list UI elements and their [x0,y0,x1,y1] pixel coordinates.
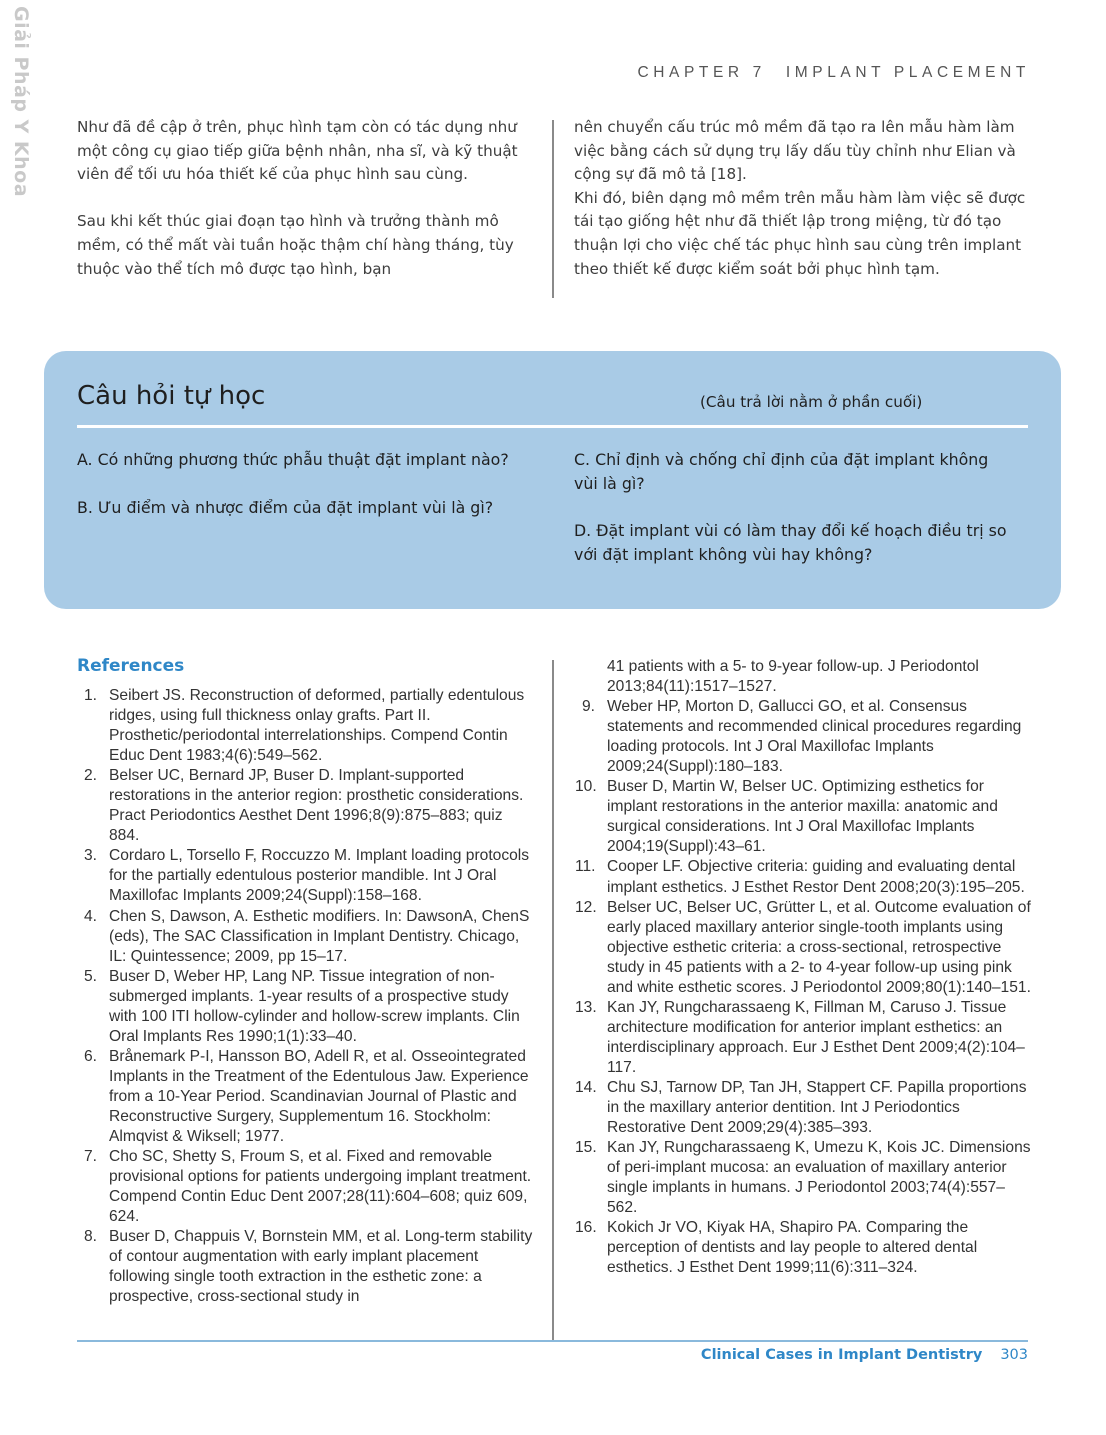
column-divider [552,660,554,1340]
reference-number: 6. [83,1047,97,1065]
reference-item [575,1218,1031,1278]
reference-text: Belser UC, Bernard JP, Buser D. Implant-supported restorations in the anterior region: prosthetic considerations. Pract Periodontics Aesthet Dent 1996;8(9):875–883; quiz 884. [109,767,524,845]
reference-item [77,846,533,906]
reference-text: Cordaro L, Torsello F, Roccuzzo M. Implant loading protocols for the partially edentulous posterior mandible. Int J Oral Maxillofac Implants 2009;24(Suppl):158–168. [109,847,530,905]
question-a: A. Có những phương thức phẫu thuật đặt implant nào? [77,450,509,469]
intro-paragraph: Như đã đề cập ở trên, phục hình tạm còn có tác dụng như một công cụ giao tiếp giữa bệnh nhân, nha sĩ, và kỹ thuật viên để tối ưu hóa thiết kế của phục hình sau cùng. [77,118,518,184]
reference-number: 13. [575,998,597,1016]
intro-paragraph: nên chuyển cấu trúc mô mềm đã tạo ra lên mẫu hàm làm việc bằng cách sử dụng trụ lấy dấu tùy chỉnh như Elian và cộng sự đã mô tả [18]. [574,118,1016,184]
reference-number: 3. [83,847,97,865]
reference-text: Buser D, Chappuis V, Bornstein MM, et al. Long-term stability of contour augmentation with early implant placement following single tooth extraction in the esthetic zone: a prospective, cross-sectional study in [109,1228,533,1306]
reference-text: Buser D, Martin W, Belser UC. Optimizing esthetics for implant restorations in the anterior maxilla: anatomic and surgical considerations. Int J Oral Maxillofac Implants 2004;19(Suppl):43–61. [607,778,998,856]
reference-item [77,1147,533,1227]
reference-text: Chu SJ, Tarnow DP, Tan JH, Stappert CF. Papilla proportions in the maxillary anterior dentition. Int J Periodontics Restorative Dent 2009;29(4):385–393. [607,1078,1027,1137]
reference-number: 2. [83,767,97,785]
reference-item [575,697,1031,777]
footer-rule [77,1340,1028,1342]
references-left-column [77,686,533,1307]
reference-text: Kan JY, Rungcharassaeng K, Fillman M, Caruso J. Tissue architecture modification for anterior implant esthetics: an interdisciplinary approach. Eur J Esthet Dent 2009;4(2):104–117. [607,998,1025,1076]
reference-item [575,777,1031,857]
reference-text: Kan JY, Rungcharassaeng K, Umezu K, Kois JC. Dimensions of peri-implant mucosa: an evaluation of maxillary anterior single implants in humans. J Periodontol 2003;74(4):557–562. [607,1139,1031,1217]
reference-text: Belser UC, Belser UC, Grütter L, et al. Outcome evaluation of early placed maxillary anterior single-tooth implants using objective esthetic criteria: a cross-sectional, retrospective study in 45 patients with a 2- to 4-year follow-up using pink and white esthetic scores. J Periodontol 2009;80(1):140–151. [607,898,1031,996]
intro-paragraph: Khi đó, biên dạng mô mềm trên mẫu hàm làm việc sẽ được tái tạo giống hệt như đã thiết lập trong miệng, từ đó tạo thuận lợi cho việc chế tác phục hình sau cùng trên implant theo thiết kế được kiểm soát bởi phục hình tạm. [574,188,1026,278]
reference-item [575,898,1031,998]
question-b: B. Ưu điểm và nhược điểm của đặt implant vùi là gì? [77,498,494,517]
reference-text: Brånemark P-I, Hansson BO, Adell R, et al. Osseointegrated Implants in the Treatment of the Edentulous Jaw. Experience from a 10-Year Period. Scandinavian Journal of Plastic and Reconstructive Surgery, Supplementum 16. Stockholm: Almqvist & Wiksell; 1977. [109,1047,529,1146]
reference-item [77,766,533,846]
reference-text: Cooper LF. Objective criteria: guiding and evaluating dental implant esthetics. J Esthet Restor Dent 2008;20(3):195–205. [607,858,1025,896]
footer [701,1347,1028,1363]
reference-item-continued [575,657,1031,697]
reference-number: 12. [575,898,597,916]
reference-number: 8. [83,1228,97,1246]
chapter-label: CHAPTER 7 [637,64,766,81]
reference-number: 14. [575,1078,597,1096]
column-divider [552,120,554,298]
reference-text: Cho SC, Shetty S, Froum S, et al. Fixed and removable provisional options for patients undergoing implant treatment. Compend Contin Educ Dent 2007;28(11):604–608; quiz 609, 624. [109,1148,532,1226]
reference-text: Chen S, Dawson, A. Esthetic modifiers. In: DawsonA, ChenS (eds), The SAC Classification in Implant Dentistry. Chicago, IL: Quintessence; 2009, pp 15–17. [109,907,530,965]
self-study-divider [77,425,1028,428]
reference-number: 11. [575,858,596,876]
self-study-title: Câu hỏi tự học [77,381,266,411]
intro-left-column [77,116,529,281]
reference-text: Seibert JS. Reconstruction of deformed, partially edentulous ridges, using full thickness onlay grafts. Part II. Prosthetic/periodontal interrelationships. Compend Contin Educ Dent 1983;4(6):549–562. [109,687,525,765]
reference-text: Kokich Jr VO, Kiyak HA, Shapiro PA. Comparing the perception of dentists and lay people to altered dental esthetics. J Esthet Dent 1999;11(6):311–324. [607,1219,978,1277]
question-d: D. Đặt implant vùi có làm thay đổi kế hoạch điều trị so với đặt implant không vùi hay không? [574,521,1007,564]
reference-text: Weber HP, Morton D, Gallucci GO, et al. Consensus statements and recommended clinical procedures regarding loading protocols. Int J Oral Maxillofac Implants 2009;24(Suppl):180–183. [607,698,1022,776]
reference-item [575,1078,1031,1138]
reference-item [77,686,533,766]
watermark: Giải Pháp Y Khoa [10,6,32,198]
page-number: 303 [1000,1347,1028,1363]
references-right-column [575,657,1031,1278]
reference-number: 1. [83,687,97,704]
book-title: Clinical Cases in Implant Dentistry [700,1347,983,1363]
self-study-box [44,351,1061,609]
references-heading: References [77,656,185,676]
reference-item [77,1047,533,1147]
reference-number: 16. [575,1219,597,1237]
reference-item [77,907,533,967]
reference-number: 9. [581,698,595,716]
reference-item [77,1227,533,1307]
reference-number: 4. [83,907,97,925]
reference-number: 10. [575,778,597,796]
intro-right-column [574,116,1030,281]
reference-item [77,967,533,1047]
reference-item [575,1138,1031,1218]
reference-text: 41 patients with a 5- to 9-year follow-up. J Periodontol 2013;84(11):1517–1527. [607,658,979,696]
question-c: C. Chỉ định và chống chỉ định của đặt implant không vùi là gì? [574,450,989,493]
reference-text: Buser D, Weber HP, Lang NP. Tissue integration of non-submerged implants. 1-year results of a prospective study with 100 ITI hollow-cylinder and hollow-screw implants. Clin Oral Implants Res 1990;1(1):33–40. [109,967,520,1045]
intro-paragraph: Sau khi kết thúc giai đoạn tạo hình và trưởng thành mô mềm, có thể mất vài tuần hoặc thậm chí hàng tháng, tùy thuộc vào thể tích mô được tạo hình, bạn [77,212,514,278]
reference-item [575,998,1031,1078]
reference-number: 15. [575,1139,597,1157]
reference-number: 7. [83,1148,97,1166]
running-head [637,64,1030,82]
reference-item [575,857,1031,897]
chapter-title: IMPLANT PLACEMENT [785,64,1030,81]
reference-number: 5. [83,967,97,985]
self-study-note: (Câu trả lời nằm ở phần cuối) [700,393,923,411]
